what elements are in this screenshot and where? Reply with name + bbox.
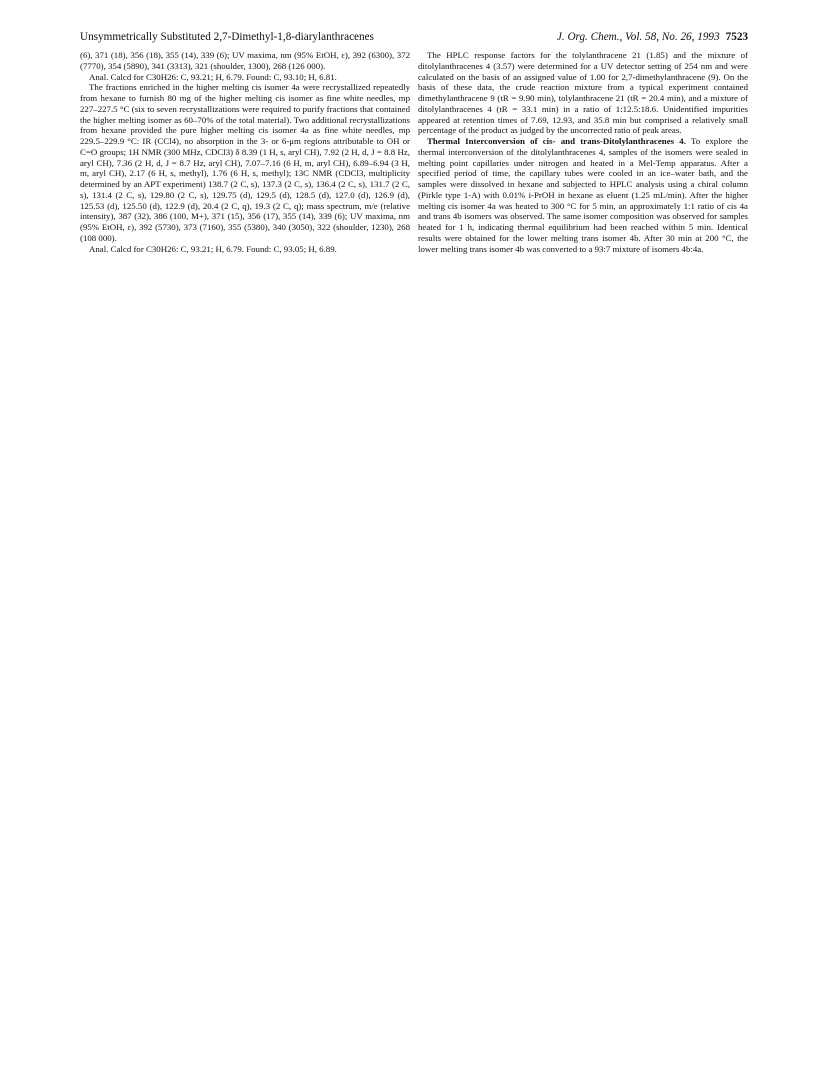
spectral-data-continued: (6), 371 (18), 356 (18), 355 (14), 339 (6); UV maxima, nm (95% EtOH, ε), 392 (6300), 372 (7770), 354 (5890), 341 (3313), 321 (shoulder, 1300), 268 (126 000). xyxy=(80,50,410,71)
elemental-analysis-2: Anal. Calcd for C30H26: C, 93.21; H, 6.79. Found: C, 93.05; H, 6.89. xyxy=(89,243,337,254)
running-title: Unsymmetrically Substituted 2,7-Dimethyl-1,8-diarylanthracenes xyxy=(80,31,374,43)
section-heading: Thermal Interconversion of cis- and trans-Ditolylanthracenes 4. xyxy=(427,136,686,146)
journal-reference: J. Org. Chem., Vol. 58, No. 26, 1993 xyxy=(556,31,720,43)
thermal-interconversion-body: To explore the thermal interconversion of the ditolylanthracenes 4, samples of the isomers were sealed in melting point capillaries under nitrogen and heated in a Mel-Temp apparatus. After a specified period of time, the capillary tubes were cooled in an ice–water bath, and the samples were dissolved in hexane and subjected to HPLC analysis using a chiral column (Pirkle type 1-A) with 0.01% i-PrOH in hexane as eluent (1.25 mL/min). After the higher melting cis isomer 4a was heated to 300 °C for 5 min, an approximately 1:1 ratio of cis 4a and trans 4b isomers was observed. The same isomer composition was observed for samples heated for 1 h, indicating thermal equilibrium had been reached within 5 min. Identical results were obtained for the lower melting trans isomer 4b. After 30 min at 200 °C, the lower melting trans isomer 4b was converted to a 93:7 mixture of isomers 4b:4a. xyxy=(418,136,749,254)
page-number: 7523 xyxy=(725,31,748,43)
elemental-analysis-1: Anal. Calcd for C30H26: C, 93.21; H, 6.79. Found: C, 93.10; H, 6.81. xyxy=(89,71,337,82)
thermal-interconversion-paragraph xyxy=(418,136,748,254)
left-column xyxy=(80,50,410,254)
cis-isomer-paragraph: The fractions enriched in the higher melting cis isomer 4a were recrystallized repeatedly from hexane to furnish 80 mg of the higher melting cis isomer as fine white needles, mp 227–227.5 °C (six to seven recrystallizations were required to purify fractions that contained the higher melting isomer as 60–70% of the total material). Two additional recrystallizations from hexane provided the pure higher melting cis isomer 4a as fine white needles, mp 229.5–229.9 °C: IR (CCl4), no absorption in the 3- or 6-μm regions attributable to OH or C=O groups; 1H NMR (300 MHz, CDCl3) δ 8.39 (1 H, s, aryl CH), 7.92 (2 H, d, J = 8.8 Hz, aryl CH), 7.36 (2 H, d, J = 8.7 Hz, aryl CH), 7.07–7.16 (6 H, m, aryl CH), 6.89–6.94 (3 H, m, aryl CH), 2.17 (6 H, s, methyl), 1.76 (6 H, s, methyl); 13C NMR (CDCl3, multiplicity determined by an APT experiment) 138.7 (2 C, s), 137.3 (2 C, s), 136.4 (2 C, s), 131.7 (2 C, s), 131.4 (2 C, s), 129.80 (2 C, s), 129.75 (d), 129.5 (d), 128.5 (d), 127.0 (d), 126.9 (d), 125.53 (d), 125.50 (d), 122.9 (d), 20.4 (2 C, q), 19.3 (2 C, q); mass spectrum, m/e (relative intensity), 387 (32), 386 (100, M+), 371 (15), 356 (17), 355 (14), 339 (6); UV maxima, nm (95% EtOH, ε), 392 (5730), 373 (7160), 355 (5380), 340 (3050), 322 (shoulder, 1230), 268 (108 000). xyxy=(80,82,410,243)
right-column xyxy=(418,50,748,254)
running-header xyxy=(80,31,748,47)
journal-citation xyxy=(557,31,748,43)
hplc-paragraph: The HPLC response factors for the tolylanthracene 21 (1.85) and the mixture of ditolylanthracenes 4 (3.57) were determined for a UV detector setting of 254 nm and were calculated on the basis of an assigned value of 1.00 for 2,7-dimethylanthracene (9). On the basis of these data, the crude reaction mixture from a typical experiment contained dimethylanthracene 9 (tR = 9.90 min), tolylanthracene 21 (tR = 20.4 min), and a mixture of ditolylanthracenes 4 (tR = 33.1 min) in a ratio of 1:12.5:18.6. Unidentified impurities appeared at retention times of 7.69, 12.93, and 35.8 min but comprised a relatively small percentage of the product as judged by the uncorrected ratio of peak areas. xyxy=(418,50,748,136)
